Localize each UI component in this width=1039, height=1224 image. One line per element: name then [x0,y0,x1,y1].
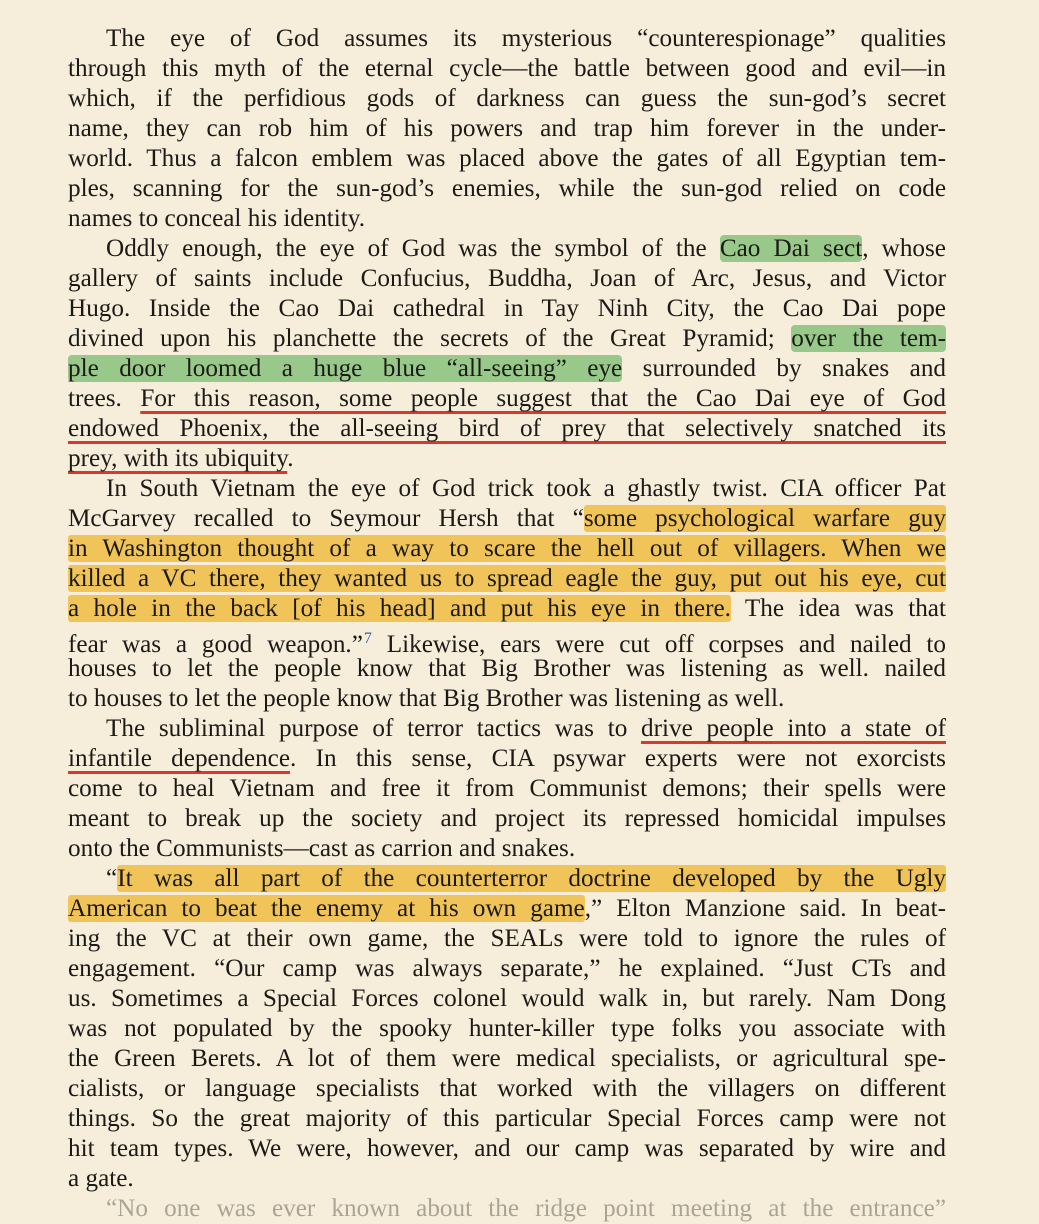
text-span: Oddly enough, the eye of God was the symbol of the [106,235,720,262]
text-line [68,84,946,114]
text-span: . [287,445,294,472]
text-line [68,1104,946,1134]
highlighted-text: drive people into a state of [641,715,946,742]
text-span: us. Sometimes a Special Forces colonel would walk in, but rarely. Nam Dong [68,985,946,1012]
text-line [68,984,946,1014]
text-line [68,144,946,174]
text-span: trees. [68,385,141,412]
text-line [68,924,946,954]
text-line [68,294,946,324]
text-span: McGarvey recalled to Seymour Hersh that “ [68,505,584,532]
text-line [68,864,946,894]
text-line [68,834,946,864]
highlighted-text: It was all part of the counterterror doctrine developed by the Ugly [117,865,946,892]
text-span: gallery of saints include Confucius, Buddha, Joan of Arc, Jesus, and Victor [68,265,946,292]
highlighted-text: For this reason, some people suggest that the Cao Dai eye of God [140,385,946,412]
text-line [68,534,946,564]
highlighted-text: killed a VC there, they wanted us to spread eagle the guy, put out his eye, cut [68,565,946,592]
text-span: , whose [862,235,946,262]
highlighted-text: some psychological warfare guy [583,505,946,532]
text-line [68,324,946,354]
text-span: cialists, or language specialists that worked with the villagers on different [68,1075,946,1102]
highlighted-text: American to beat the enemy at his own game [68,895,585,922]
text-line [68,1134,946,1164]
text-line [68,654,946,684]
text-line [68,444,946,474]
text-line [68,504,946,534]
text-line [68,624,946,658]
text-line [68,744,946,774]
text-line [68,1194,946,1224]
text-span: The eye of God assumes its mysterious “counterespionage” qualities [106,25,946,52]
text-span: houses to let the people know that Big Brother was listening as well. nailed [68,655,946,682]
text-line [68,594,946,624]
text-span: things. So the great majority of this particular Special Forces camp were not [68,1105,946,1132]
text-span: world. Thus a falcon emblem was placed above the gates of all Egyptian tem- [68,145,946,172]
text-span: come to heal Vietnam and free it from Communist demons; their spells were [68,775,946,802]
text-line [68,24,946,54]
text-line [68,954,946,984]
text-span: hit team types. We were, however, and our camp was separated by wire and [68,1135,946,1162]
book-page [68,24,946,1224]
text-span: engagement. “Our camp was always separate,” he explained. “Just CTs and [68,955,946,982]
text-line [68,804,946,834]
text-span: divined upon his planchette the secrets of the Great Pyramid; [68,325,792,352]
text-line [68,564,946,594]
highlighted-text: ple door loomed a huge blue “all-seeing” eye [68,355,623,382]
text-line [68,264,946,294]
text-line [68,174,946,204]
text-span: ,” Elton Manzione said. In beat- [584,895,946,922]
text-span: “No one was ever known about the ridge point meeting at the entrance” [106,1195,946,1222]
text-span: which, if the perfidious gods of darkness can guess the sun-god’s secret [68,85,946,112]
text-span: ing the VC at their own game, the SEALs were told to ignore the rules of [68,925,946,952]
text-line [68,1164,946,1194]
text-span: “ [106,865,118,892]
text-line [68,1044,946,1074]
text-span: . In this sense, CIA psywar experts were not exorcists [290,745,946,772]
highlighted-text: prey, with its ubiquity [68,445,288,472]
text-span: names to conceal his identity. [68,205,366,232]
text-line [68,114,946,144]
text-span: Likewise, ears were cut off corpses and nailed to [371,631,946,658]
text-line [68,474,946,504]
text-line [68,894,946,924]
text-span: name, they can rob him of his powers and trap him forever in the under- [68,115,946,142]
highlighted-text: Cao Dai sect [719,235,863,262]
text-line [68,234,946,264]
text-line [68,414,946,444]
highlighted-text: in Washington thought of a way to scare the hell out of villagers. When we [68,535,946,562]
footnote-marker: 7 [363,630,372,647]
text-line [68,684,946,714]
text-span: the Green Berets. A lot of them were medical specialists, or agricultural spe- [68,1045,946,1072]
text-span: a gate. [68,1165,134,1192]
text-span: to houses to let the people know that Big Brother was listening as well. [68,685,785,712]
highlighted-text: infantile dependence [68,745,291,772]
text-span: meant to break up the society and project its repressed homicidal impulses [68,805,946,832]
text-line [68,774,946,804]
text-line [68,54,946,84]
text-span: fear was a good weapon.” [68,631,363,658]
text-line [68,1074,946,1104]
text-line [68,204,946,234]
text-line [68,714,946,744]
text-line [68,384,946,414]
text-span: ples, scanning for the sun-god’s enemies, while the sun-god relied on code [68,175,946,202]
text-span: onto the Communists—cast as carrion and snakes. [68,835,576,862]
text-line [68,1014,946,1044]
text-span: In South Vietnam the eye of God trick took a ghastly twist. CIA officer Pat [106,475,946,502]
text-span: The subliminal purpose of terror tactics was to [106,715,642,742]
text-span: surrounded by snakes and [622,355,947,382]
highlighted-text: a hole in the back [of his head] and put his eye in there. [68,595,731,622]
text-span: Hugo. Inside the Cao Dai cathedral in Tay Ninh City, the Cao Dai pope [68,295,946,322]
text-span: The idea was that [730,595,946,622]
text-span: through this myth of the eternal cycle—the battle between good and evil—in [68,55,946,82]
highlighted-text: over the tem- [791,325,946,352]
highlighted-text: endowed Phoenix, the all-seeing bird of prey that selectively snatched its [68,415,946,442]
text-line [68,354,946,384]
text-span: was not populated by the spooky hunter-killer type folks you associate with [68,1015,946,1042]
